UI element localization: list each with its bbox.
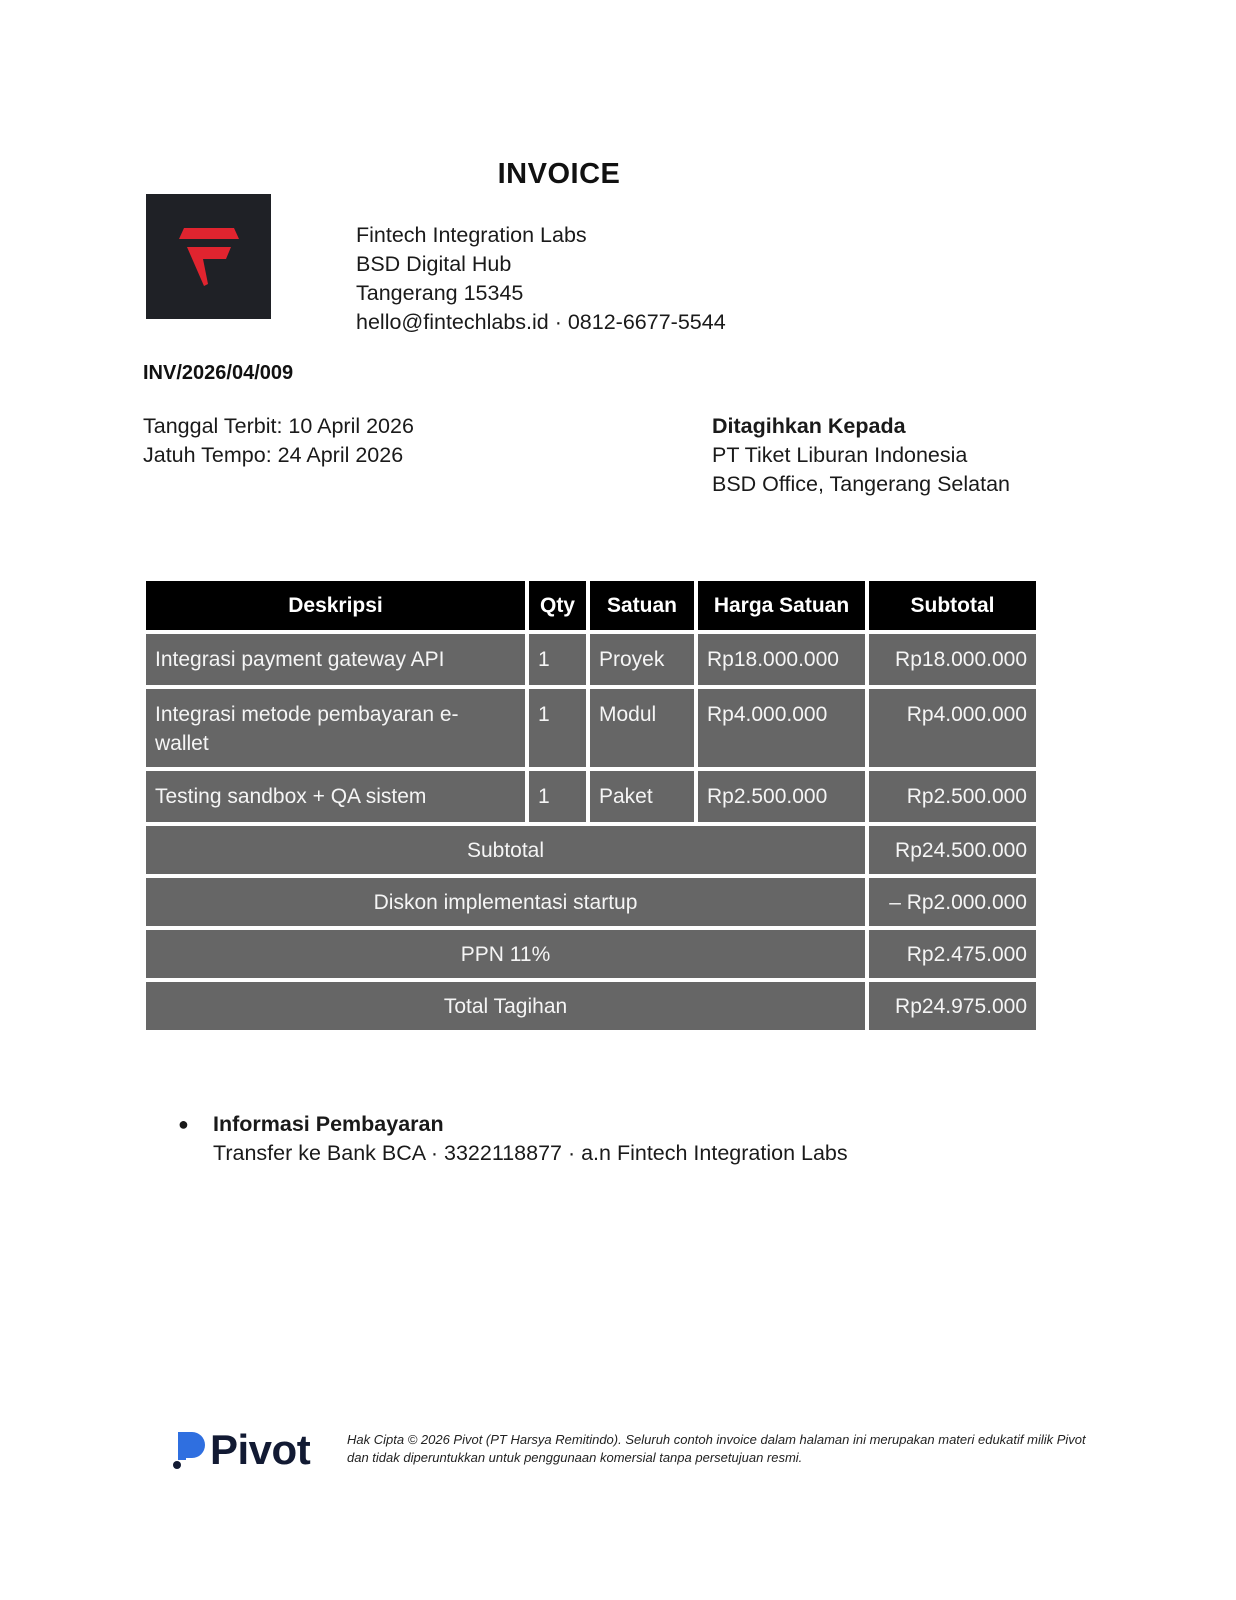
bill-to-address: BSD Office, Tangerang Selatan bbox=[712, 472, 1011, 496]
table-header-row bbox=[146, 581, 1036, 630]
bill-to bbox=[712, 412, 1010, 499]
cell-subtotal: Rp2.500.000 bbox=[869, 771, 1036, 822]
pivot-wordmark: Pivot bbox=[210, 1426, 311, 1473]
summary-row-discount bbox=[146, 878, 1036, 926]
bullet-icon: ● bbox=[178, 1114, 189, 1134]
table-row bbox=[146, 771, 1036, 822]
summary-value: Rp24.500.000 bbox=[869, 826, 1036, 874]
company-address-line1: BSD Digital Hub bbox=[356, 252, 512, 276]
column-header-qty: Qty bbox=[529, 581, 586, 630]
cell-unit-price: Rp4.000.000 bbox=[698, 689, 865, 767]
cell-unit-price: Rp2.500.000 bbox=[698, 771, 865, 822]
payment-heading: Informasi Pembayaran bbox=[213, 1112, 444, 1136]
company-name: Fintech Integration Labs bbox=[356, 223, 587, 247]
summary-value: Rp2.475.000 bbox=[869, 930, 1036, 978]
payment-details: Transfer ke Bank BCA · 3322118877 · a.n Fintech Integration Labs bbox=[213, 1141, 848, 1165]
cell-qty: 1 bbox=[529, 634, 586, 685]
summary-label: Subtotal bbox=[146, 826, 865, 874]
summary-label: Diskon implementasi startup bbox=[146, 878, 865, 926]
summary-row-total bbox=[146, 982, 1036, 1030]
table-row bbox=[146, 689, 1036, 767]
summary-label: Total Tagihan bbox=[146, 982, 865, 1030]
cell-subtotal: Rp18.000.000 bbox=[869, 634, 1036, 685]
cell-unit: Paket bbox=[590, 771, 694, 822]
bill-to-heading: Ditagihkan Kepada bbox=[712, 414, 906, 438]
summary-row-tax bbox=[146, 930, 1036, 978]
cell-unit: Proyek bbox=[590, 634, 694, 685]
column-header-unit: Satuan bbox=[590, 581, 694, 630]
issue-date: Tanggal Terbit: 10 April 2026 bbox=[143, 414, 414, 438]
cell-description: Testing sandbox + QA sistem bbox=[146, 771, 525, 822]
invoice-number: INV/2026/04/009 bbox=[143, 362, 294, 384]
copyright-notice: Hak Cipta © 2026 Pivot (PT Harsya Remitindo). Seluruh contoh invoice dalam halaman ini merupakan materi edukatif milik Pivot dan tidak diperuntukkan untuk penggunaan komersial tanpa persetujuan resmi. bbox=[347, 1432, 1086, 1465]
cell-unit: Modul bbox=[590, 689, 694, 767]
pivot-mark-icon bbox=[172, 1430, 208, 1474]
column-header-description: Deskripsi bbox=[146, 581, 525, 630]
cell-description: Integrasi metode pembayaran e-wallet bbox=[146, 689, 525, 767]
payment-info bbox=[178, 1110, 848, 1168]
fintech-f-logo-icon bbox=[146, 194, 271, 319]
summary-label: PPN 11% bbox=[146, 930, 865, 978]
invoice-dates bbox=[143, 412, 414, 470]
due-date: Jatuh Tempo: 24 April 2026 bbox=[143, 443, 404, 467]
company-address-line2: Tangerang 15345 bbox=[356, 281, 524, 305]
invoice-title: INVOICE bbox=[497, 158, 621, 190]
cell-qty: 1 bbox=[529, 689, 586, 767]
summary-value: – Rp2.000.000 bbox=[869, 878, 1036, 926]
cell-qty: 1 bbox=[529, 771, 586, 822]
column-header-unit-price: Harga Satuan bbox=[698, 581, 865, 630]
bill-to-name: PT Tiket Liburan Indonesia bbox=[712, 443, 968, 467]
invoice-items-table bbox=[142, 577, 1040, 1034]
company-contact: hello@fintechlabs.id · 0812-6677-5544 bbox=[356, 310, 726, 334]
company-logo bbox=[146, 194, 271, 319]
column-header-subtotal: Subtotal bbox=[869, 581, 1036, 630]
table-row bbox=[146, 634, 1036, 685]
company-info bbox=[356, 221, 726, 337]
cell-description: Integrasi payment gateway API bbox=[146, 634, 525, 685]
summary-value: Rp24.975.000 bbox=[869, 982, 1036, 1030]
summary-row-subtotal bbox=[146, 826, 1036, 874]
cell-unit-price: Rp18.000.000 bbox=[698, 634, 865, 685]
cell-subtotal: Rp4.000.000 bbox=[869, 689, 1036, 767]
